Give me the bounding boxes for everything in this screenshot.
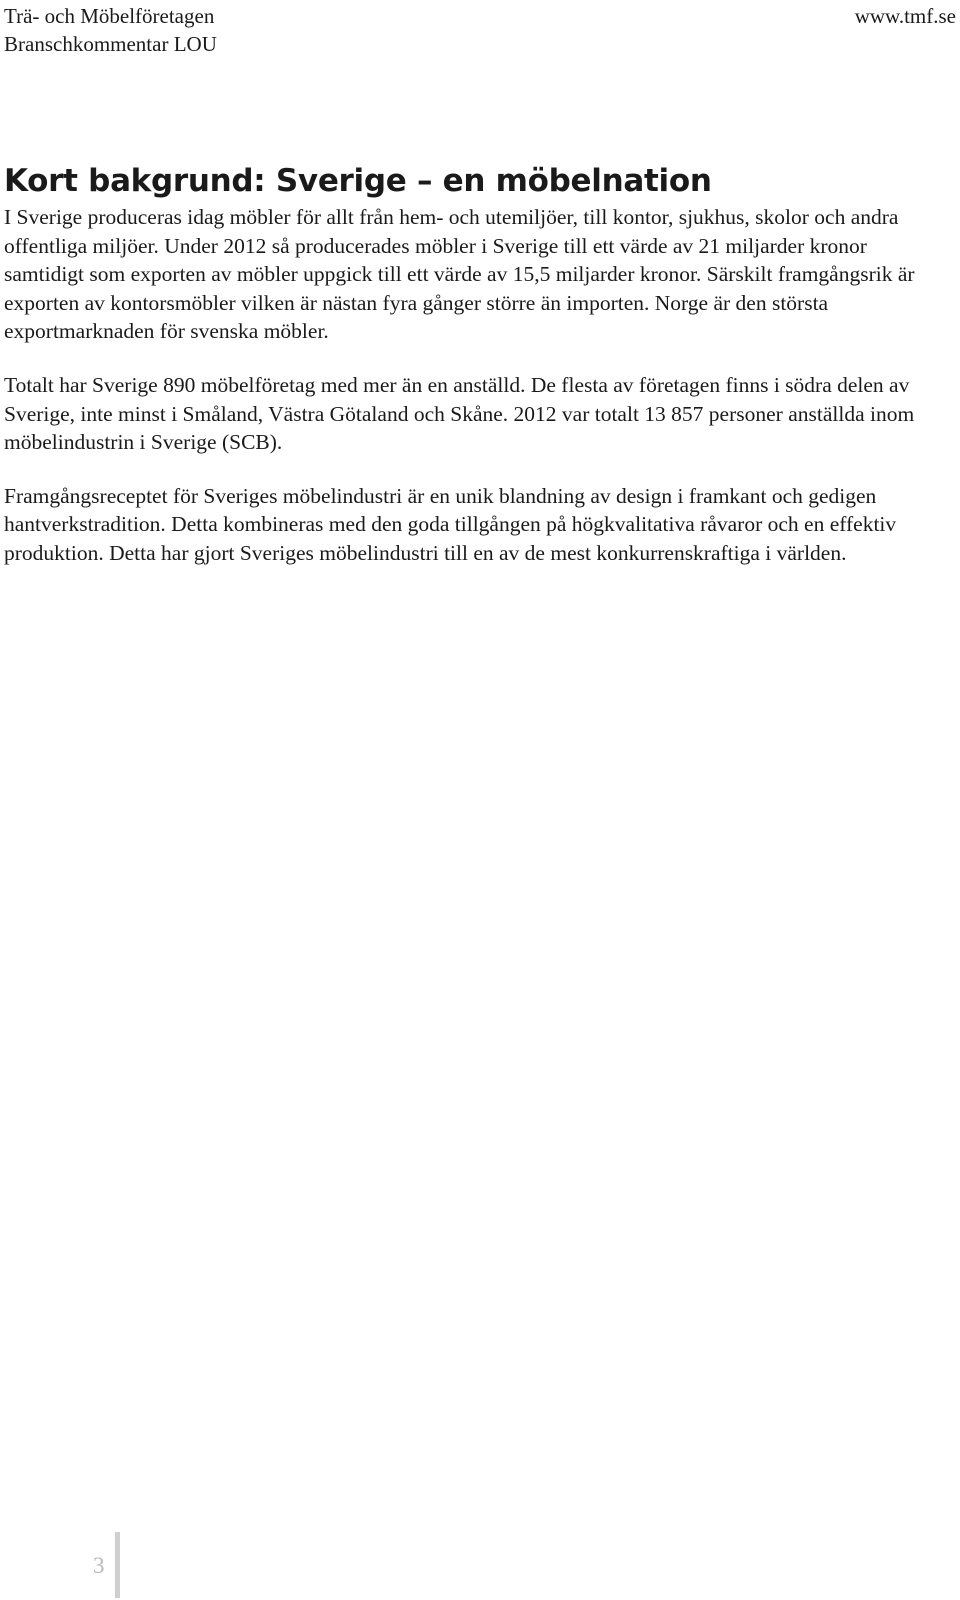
section-title: Kort bakgrund: Sverige – en möbelnation bbox=[4, 163, 712, 199]
header-website: www.tmf.se bbox=[854, 4, 956, 28]
paragraph-companies: Totalt har Sverige 890 möbelföretag med mer än en anställd. De flesta av företagen finns i södra delen av Sverige, inte minst i Småland, Västra Götaland och Skåne. 2012 var totalt 13 857 personer anställda inom möbelindustrin i Sverige (SCB). bbox=[4, 372, 915, 455]
page-number-divider bbox=[115, 1532, 120, 1598]
main-content bbox=[4, 161, 944, 593]
header-document-title: Branschkommentar LOU bbox=[4, 32, 217, 56]
header-organization: Trä- och Möbelföretagen bbox=[4, 4, 215, 28]
paragraph-production: I Sverige produceras idag möbler för allt från hem- och utemiljöer, till kontor, sjukhus, skolor och andra offentliga miljöer. Under 2012 så producerades möbler i Sverige till ett värde av 21 miljarder kronor samtidigt som exporten av möbler uppgick till ett värde av 15,5 miljarder kronor. Särskilt framgångsrik är exporten av kontorsmöbler vilken är nästan fyra gånger större än importen. Norge är den största exportmarknaden för svenska möbler. bbox=[4, 205, 915, 344]
page-number: 3 bbox=[93, 1553, 105, 1578]
page-header bbox=[4, 2, 217, 58]
paragraph-success-recipe: Framgångsreceptet för Sveriges möbelindustri är en unik blandning av design i framkant och gedigen hantverkstradition. Detta kombineras med den goda tillgången på högkvalitativa råvaror och en effektiv produktion. Detta har gjort Sveriges möbelindustri till en av de mest konkurrenskraftiga i världen. bbox=[4, 483, 897, 565]
